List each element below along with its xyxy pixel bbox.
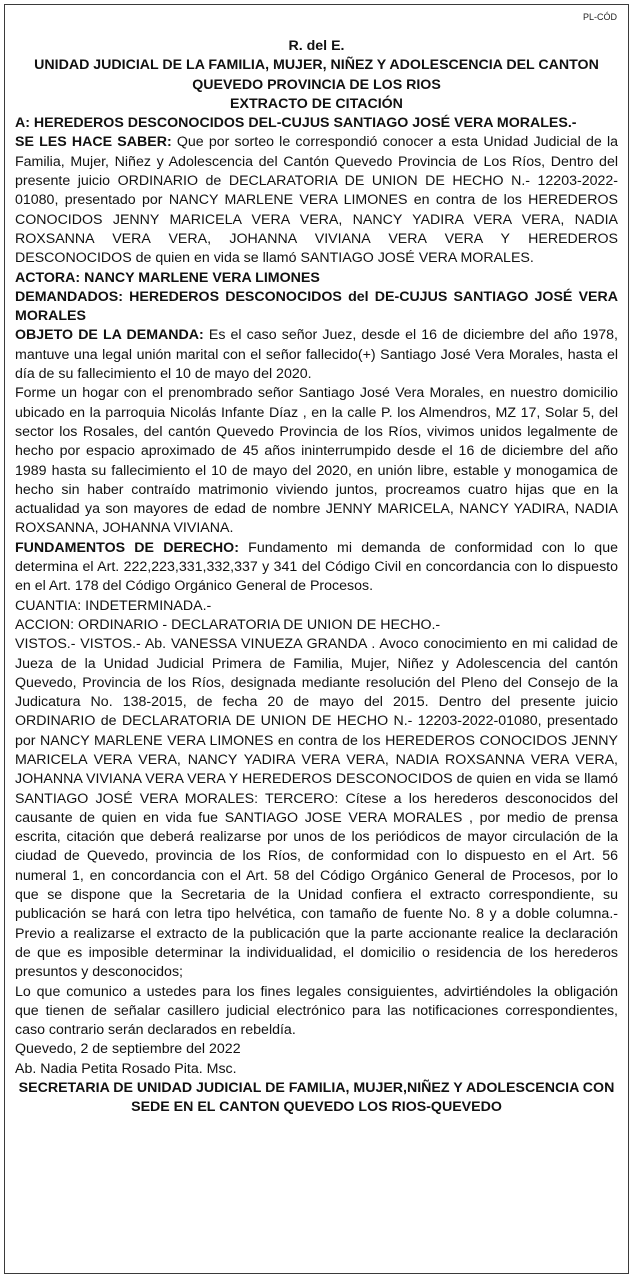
fundamentos-paragraph <box>15 539 618 597</box>
fundamentos-text: Fundamento mi demanda de conformidad con lo que determina el Art. 222,223,331,332,337 y 341 del Código Civil en concordancia con lo dispuesto en el Art. 178 del Código Orgánico General de Procesos. <box>15 539 618 595</box>
objeto-text: Es el caso señor Juez, desde el 16 de diciembre del año 1978, mantuve una legal unión marital con el señor fallecido(+) Santiago José Vera Morales, hasta el día de su fallecimiento el 10 de mayo del 2020. <box>15 327 618 383</box>
objeto-paragraph <box>15 326 618 384</box>
accion: ACCION: ORDINARIO - DECLARATORIA DE UNION DE HECHO.- <box>15 616 441 633</box>
demandados: DEMANDADOS: HEREDEROS DESCONOCIDOS del DE-CUJUS SANTIAGO JOSÉ VERA MORALES <box>15 288 618 325</box>
notice-paragraph <box>15 133 618 268</box>
fundamentos-label: FUNDAMENTOS DE DERECHO: <box>15 539 239 556</box>
header-court: UNIDAD JUDICIAL DE LA FAMILIA, MUJER, NIÑEZ Y ADOLESCENCIA DEL CANTON QUEVEDO PROVINCIA DE LOS RIOS <box>34 57 599 93</box>
recipient: A: HEREDEROS DESCONOCIDOS DEL-CUJUS SANTIAGO JOSÉ VERA MORALES.- <box>15 115 577 132</box>
signer: Ab. Nadia Petita Rosado Pita. Msc. <box>15 1060 237 1077</box>
notice-label: SE LES HACE SABER: <box>15 134 172 151</box>
date-line: Quevedo, 2 de septiembre del 2022 <box>15 1041 241 1058</box>
header-title: EXTRACTO DE CITACIÓN <box>230 95 403 112</box>
cuantia: CUANTIA: INDETERMINADA.- <box>15 597 212 614</box>
footer-secretaria: SECRETARIA DE UNIDAD JUDICIAL DE FAMILIA, MUJER,NIÑEZ Y ADOLESCENCIA CON SEDE EN EL CANTON QUEVEDO LOS RIOS-QUEVEDO <box>18 1080 615 1116</box>
header-line1: R. del E. <box>288 38 345 54</box>
actora: ACTORA: NANCY MARLENE VERA LIMONES <box>15 269 320 286</box>
objeto-paragraph-2: Forme un hogar con el prenombrado señor Santiago José Vera Morales, en nuestro domicilio ubicado en la parroquia Nicolás Infante Díaz , en la calle P. los Almendros, MZ 17, Solar 5, del sector los Rosales, del cantón Quevedo Provincia de los Ríos, vivimos unidos legalmente de hecho por espacio aproximado de 45 años ininterrumpido desde el 16 de diciembre del año 1989 hasta su fallecimiento el 10 de mayo del 2020, en unión libre, estable y monogamica de hecho sin haber contraído matrimonio viviendo juntos, procreamos cuatro hijas que en la actualidad ya son mayores de edad de nombre JENNY MARICELA, NANCY YADIRA, NADIA ROXSANNA, JOHANNA VIVIANA. <box>15 385 618 537</box>
closing-paragraph: Lo que comunico a ustedes para los fines legales consiguientes, advirtiéndoles la obligación que tienen de señalar casillero judicial electrónico para las notificaciones correspondientes, caso contrario serán declarados en rebeldía. <box>15 983 618 1039</box>
legal-notice <box>15 37 618 1118</box>
objeto-label: OBJETO DE LA DEMANDA: <box>15 327 204 344</box>
vistos-paragraph: VISTOS.- VISTOS.- Ab. VANESSA VINUEZA GRANDA . Avoco conocimiento en mi calidad de Jueza de la Unidad Judicial Primera de Familia, Mujer, Niñez y Adolescencia del cantón Quevedo, Provincia de los Ríos, designada mediante resolución del Pleno del Consejo de la Judicatura No. 138-2015, de fecha 20 de mayo del 2015. Dentro del presente juicio ORDINARIO de DECLARATORIA DE UNION DE HECHO N.- 12203-2022-01080, presentado por NANCY MARLENE VERA LIMONES en contra de los HEREDEROS CONOCIDOS JENNY MARICELA VERA VERA, NANCY YADIRA VERA VERA, NADIA ROXSANNA VERA VERA, JOHANNA VIVIANA VERA VERA Y HEREDEROS DESCONOCIDOS de quien en vida se llamó SANTIAGO JOSÉ VERA MORALES: TERCERO: Cítese a los herederos desconocidos del causante de quien en vida fue SANTIAGO JOSE VERA MORALES , por medio de prensa escrita, citación que deberá realizarse por unos de los periódicos de mayor circulación de la ciudad de Quevedo, provincia de los Ríos, de conformidad con lo dispuesto en el Art. 56 numeral 1, en concordancia con el Art. 58 del Código Orgánico General de Procesos, por lo que se dispone que la Secretaria de la Unidad confiera el extracto correspondiente, su publicación se hará con letra tipo helvética, con tamaño de fuente No. 8 y a doble columna.- Previo a realizarse el extracto de la publicación que la parte accionante realice la declaración de que es imposible determinar la individualidad, el domicilio o residencia de los herederos presuntos y desconocidos; <box>15 636 618 981</box>
notice-text: Que por sorteo le correspondió conocer a esta Unidad Judicial de la Familia, Mujer, Niñez y Adolescencia del Cantón Quevedo Provincia de Los Ríos, Dentro del presente juicio ORDINARIO de DECLARATORIA DE UNION DE HECHO N.- 12203-2022-01080, presentado por NANCY MARLENE VERA LIMONES en contra de los HEREDEROS CONOCIDOS JENNY MARICELA VERA VERA, NANCY YADIRA VERA VERA, NADIA ROXSANNA VERA VERA, JOHANNA VIVIANA VERA VERA Y HEREDEROS DESCONOCIDOS de quien en vida se llamó SANTIAGO JOSÉ VERA MORALES. <box>15 134 618 267</box>
page-code: PL-CÓD <box>582 12 617 22</box>
